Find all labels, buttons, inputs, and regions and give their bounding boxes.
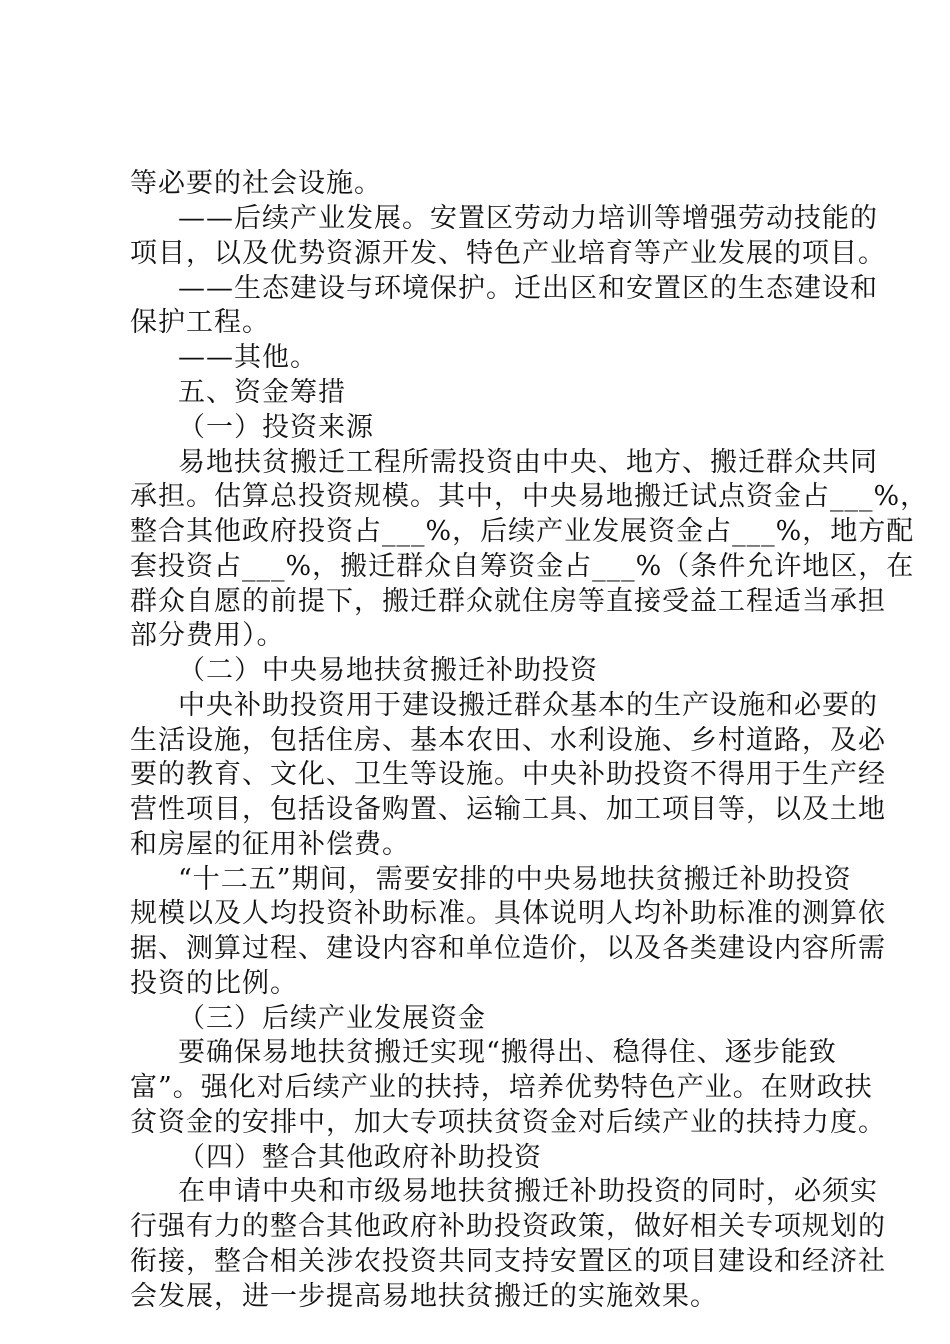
text-line: 据、测算过程、建设内容和单位造价，以及各类建设内容所需 — [130, 933, 886, 964]
text-line: 会发展，进一步提高易地扶贫搬迁的实施效果。 — [130, 1281, 718, 1312]
text-line: 易地扶贫搬迁工程所需投资由中央、地方、搬迁群众共同 — [178, 447, 878, 478]
text-line: 承担。估算总投资规模。其中，中央易地搬迁试点资金占___%， — [130, 481, 929, 512]
text-line: 要确保易地扶贫搬迁实现“搬得出、稳得住、逐步能致 — [178, 1037, 837, 1068]
subsection-heading: （一）投资来源 — [178, 412, 374, 443]
text-line: 整合其他政府投资占___%，后续产业发展资金占___%，地方配 — [130, 516, 915, 547]
subsection-heading: （三）后续产业发展资金 — [178, 1003, 486, 1034]
text-line: 规模以及人均投资补助标准。具体说明人均补助标准的测算依 — [130, 898, 886, 929]
text-line: 衔接，整合相关涉农投资共同支持安置区的项目建设和经济社 — [130, 1246, 886, 1277]
text-line: 行强有力的整合其他政府补助投资政策，做好相关专项规划的 — [130, 1211, 886, 1242]
subsection-heading: （二）中央易地扶贫搬迁补助投资 — [178, 655, 598, 686]
text-line: ——其他。 — [178, 342, 318, 373]
text-line: 生活设施，包括住房、基本农田、水利设施、乡村道路，及必 — [130, 725, 886, 756]
text-line: 群众自愿的前提下，搬迁群众就住房等直接受益工程适当承担 — [130, 586, 886, 617]
text-line: 保护工程。 — [130, 307, 270, 338]
text-line: 贫资金的安排中，加大专项扶贫资金对后续产业的扶持力度。 — [130, 1107, 886, 1138]
text-line: 要的教育、文化、卫生等设施。中央补助投资不得用于生产经 — [130, 759, 886, 790]
text-line: 部分费用）。 — [130, 620, 285, 651]
text-line: 营性项目，包括设备购置、运输工具、加工项目等，以及土地 — [130, 794, 886, 825]
text-line: 等必要的社会设施。 — [130, 168, 382, 199]
text-line: 中央补助投资用于建设搬迁群众基本的生产设施和必要的 — [178, 690, 878, 721]
text-line: ——生态建设与环境保护。迁出区和安置区的生态建设和 — [178, 273, 878, 304]
text-line: ——后续产业发展。安置区劳动力培训等增强劳动技能的 — [178, 203, 878, 234]
subsection-heading: （四）整合其他政府补助投资 — [178, 1142, 542, 1173]
text-line: 在申请中央和市级易地扶贫搬迁补助投资的同时，必须实 — [178, 1176, 878, 1207]
text-line: 项目，以及优势资源开发、特色产业培育等产业发展的项目。 — [130, 238, 886, 269]
text-line: 投资的比例。 — [130, 968, 298, 999]
text-line: 套投资占___%，搬迁群众自筹资金占___%（条件允许地区，在 — [130, 551, 915, 582]
text-line: “十二五”期间，需要安排的中央易地扶贫搬迁补助投资 — [178, 864, 852, 895]
text-line: 和房屋的征用补偿费。 — [130, 829, 410, 860]
section-heading: 五、资金筹措 — [178, 377, 346, 408]
text-line: 富”。强化对后续产业的扶持，培养优势特色产业。在财政扶 — [130, 1072, 873, 1103]
